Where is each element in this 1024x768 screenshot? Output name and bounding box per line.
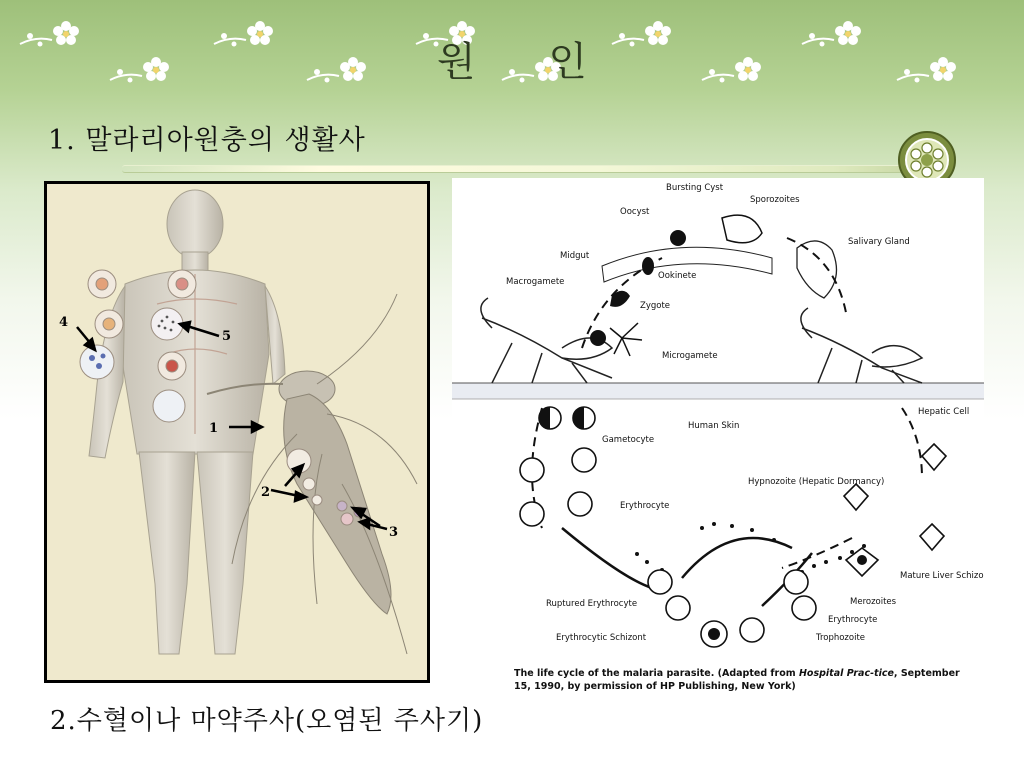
diagram-caption (514, 667, 974, 693)
label-gametocyte: Gametocyte (602, 435, 655, 445)
label-midgut: Midgut (560, 251, 590, 261)
label-trophozoite: Trophozoite (816, 633, 866, 643)
label-erythrocyte-left: Erythrocyte (620, 501, 670, 511)
marker-1: 1 (209, 421, 219, 436)
divider-line (122, 165, 912, 173)
caption-source-italic: Hospital Prac-tice (798, 668, 894, 679)
marker-4: 4 (59, 315, 69, 330)
human-mosquito-illustration (44, 181, 430, 683)
slide-title: 원 인 (437, 39, 617, 85)
label-oocyst: Oocyst (620, 207, 650, 217)
marker-3: 3 (389, 525, 399, 540)
label-bursting-cyst: Bursting Cyst (666, 183, 724, 193)
slide-subtitle: 1. 말라리아원충의 생활사 (48, 125, 366, 156)
human-figure (89, 190, 285, 654)
label-microgamete: Microgamete (662, 351, 718, 361)
label-sporozoites: Sporozoites (750, 195, 800, 205)
oocyst-mark (670, 230, 686, 246)
caption-text-1: The life cycle of the malaria parasite. (Adapted from (514, 668, 799, 679)
label-merozoites: Merozoites (850, 597, 897, 607)
label-hypnozoite: Hypnozoite (Hepatic Dormancy) (748, 477, 885, 487)
label-ookinete: Ookinete (658, 271, 697, 281)
label-mature-liver-schizont: Mature Liver Schizont (900, 571, 984, 581)
marker-5: 5 (222, 329, 232, 344)
malaria-lifecycle-diagram (452, 178, 984, 698)
label-hepatic-cell: Hepatic Cell (918, 407, 970, 417)
label-human-skin: Human Skin (688, 421, 740, 431)
label-salivary-gland: Salivary Gland (848, 237, 910, 247)
label-macrogamete: Macrogamete (506, 277, 565, 287)
transmission-route-text: 2.수혈이나 마약주사(오염된 주사기) (50, 706, 484, 736)
label-ruptured-erythrocyte: Ruptured Erythrocyte (546, 599, 638, 609)
mosquito-right (801, 308, 922, 383)
label-erythrocyte-right: Erythrocyte (828, 615, 878, 625)
label-erythrocytic-schizont: Erythrocytic Schizont (556, 633, 647, 643)
marker-2: 2 (261, 485, 271, 500)
caption-text-2: , September 15, 1990, by permission of HP Publishing, New York) (514, 668, 960, 692)
label-zygote: Zygote (640, 301, 671, 311)
